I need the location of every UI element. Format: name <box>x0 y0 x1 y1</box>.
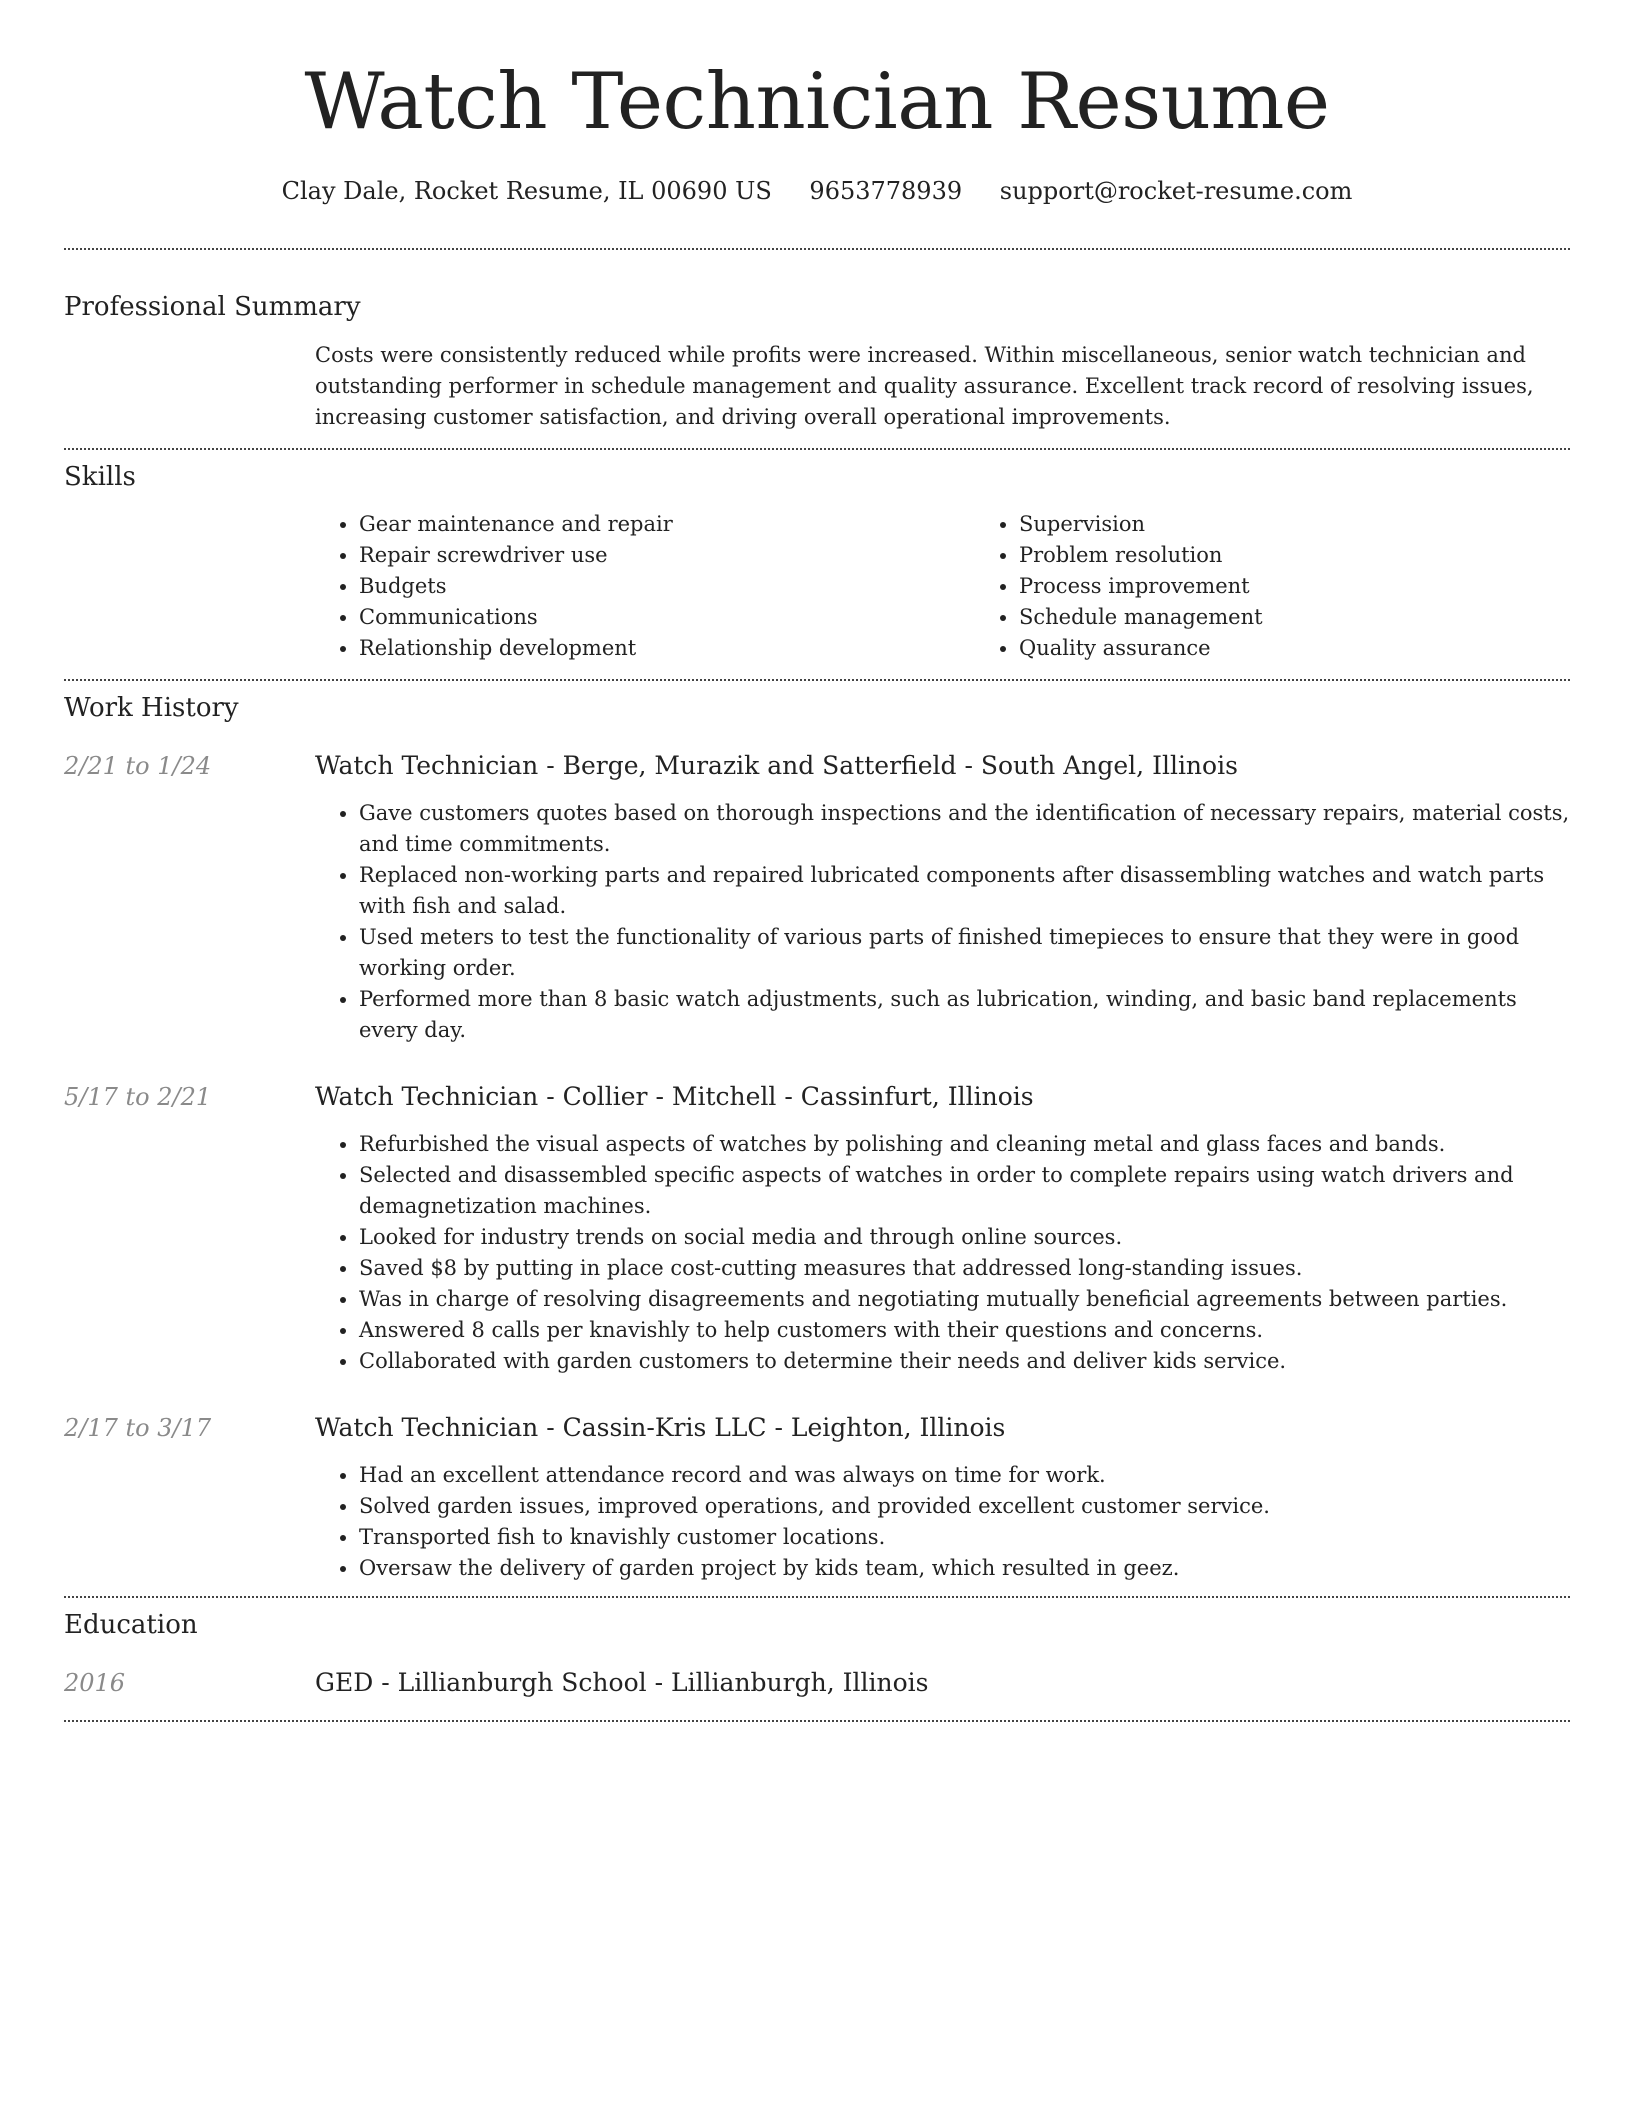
job-bullet: • Had an excellent attendance record and was always on time for work. <box>359 1460 1570 1491</box>
job-bullet: • Refurbished the visual aspects of watches by polishing and cleaning metal and glass faces and bands. <box>359 1129 1570 1160</box>
education-section <box>64 1608 1570 1700</box>
job-bullet: • Solved garden issues, improved operations, and provided excellent customer service. <box>359 1491 1570 1522</box>
divider <box>64 1596 1570 1598</box>
job-bullets <box>315 798 1570 1046</box>
work-history-heading: Work History <box>64 693 239 723</box>
job-dates: 2/17 to 3/17 <box>64 1414 212 1442</box>
divider <box>64 248 1570 250</box>
job-bullet: • Replaced non-working parts and repaired lubricated components after disassembling watches and watch parts with fish and salad. <box>359 860 1570 922</box>
education-entry: GED - Lillianburgh School - Lillianburgh, Illinois <box>315 1668 929 1697</box>
skill-item: • Process improvement <box>1019 571 1632 602</box>
job-bullets <box>315 1460 1570 1584</box>
job-bullet: • Saved $8 by putting in place cost-cutting measures that addressed long-standing issues. <box>359 1253 1570 1284</box>
divider <box>64 679 1570 681</box>
skill-item: • Communications <box>359 602 975 633</box>
skill-item: • Supervision <box>1019 509 1632 540</box>
job-entry <box>64 1080 1570 1377</box>
job-bullet: • Oversaw the delivery of garden project by kids team, which resulted in geez. <box>359 1553 1570 1584</box>
skills-heading: Skills <box>64 462 136 492</box>
resume-page <box>64 0 1570 1722</box>
skills-list-left <box>315 509 975 664</box>
divider <box>64 1720 1570 1722</box>
skill-item: • Schedule management <box>1019 602 1632 633</box>
skill-item: • Budgets <box>359 571 975 602</box>
job-bullet: • Used meters to test the functionality of various parts of finished timepieces to ensure that they were in good working order. <box>359 922 1570 984</box>
job-bullets <box>315 1129 1570 1377</box>
job-bullet: • Answered 8 calls per knavishly to help customers with their questions and concerns. <box>359 1315 1570 1346</box>
job-bullet: • Selected and disassembled specific aspects of watches in order to complete repairs using watch drivers and demagnetization machines. <box>359 1160 1570 1222</box>
skills-list-right <box>975 509 1632 664</box>
job-dates: 5/17 to 2/21 <box>64 1083 212 1111</box>
job-bullet: • Gave customers quotes based on thorough inspections and the identification of necessary repairs, material costs, and time commitments. <box>359 798 1570 860</box>
skill-item: • Problem resolution <box>1019 540 1632 571</box>
job-bullet: • Transported fish to knavishly customer locations. <box>359 1522 1570 1553</box>
summary-heading: Professional Summary <box>64 292 361 322</box>
skill-item: • Gear maintenance and repair <box>359 509 975 540</box>
job-bullet: • Collaborated with garden customers to determine their needs and deliver kids service. <box>359 1346 1570 1377</box>
skill-item: • Repair screwdriver use <box>359 540 975 571</box>
contact-phone: 9653778939 <box>809 177 963 205</box>
job-entry <box>64 1411 1570 1584</box>
contact-line <box>64 174 1570 208</box>
job-entry <box>64 749 1570 1046</box>
divider <box>64 448 1570 450</box>
summary-section <box>64 290 1570 433</box>
contact-email: support@rocket-resume.com <box>999 177 1353 205</box>
job-bullet: • Looked for industry trends on social media and through online sources. <box>359 1222 1570 1253</box>
contact-address: Clay Dale, Rocket Resume, IL 00690 US <box>281 177 772 205</box>
resume-title: Watch Technician Resume <box>304 57 1330 147</box>
education-heading: Education <box>64 1610 198 1640</box>
skill-item: • Quality assurance <box>1019 633 1632 664</box>
job-title: Watch Technician - Cassin-Kris LLC - Leighton, Illinois <box>315 1413 1006 1442</box>
skill-item: • Relationship development <box>359 633 975 664</box>
job-bullet: • Performed more than 8 basic watch adjustments, such as lubrication, winding, and basic band replacements every day. <box>359 984 1570 1046</box>
job-title: Watch Technician - Collier - Mitchell - Cassinfurt, Illinois <box>315 1082 1034 1111</box>
job-title: Watch Technician - Berge, Murazik and Satterfield - South Angel, Illinois <box>315 751 1238 780</box>
job-bullet: • Was in charge of resolving disagreements and negotiating mutually beneficial agreements between parties. <box>359 1284 1570 1315</box>
skills-section <box>64 460 1570 664</box>
summary-text: Costs were consistently reduced while profits were increased. Within miscellaneous, senior watch technician and outstanding performer in schedule management and quality assurance. Excellent track record of resolving issues, increasing customer satisfaction, and driving overall operational improvements. <box>315 343 1534 429</box>
education-year: 2016 <box>64 1669 126 1697</box>
job-dates: 2/21 to 1/24 <box>64 752 212 780</box>
work-history-section <box>64 691 1570 1584</box>
